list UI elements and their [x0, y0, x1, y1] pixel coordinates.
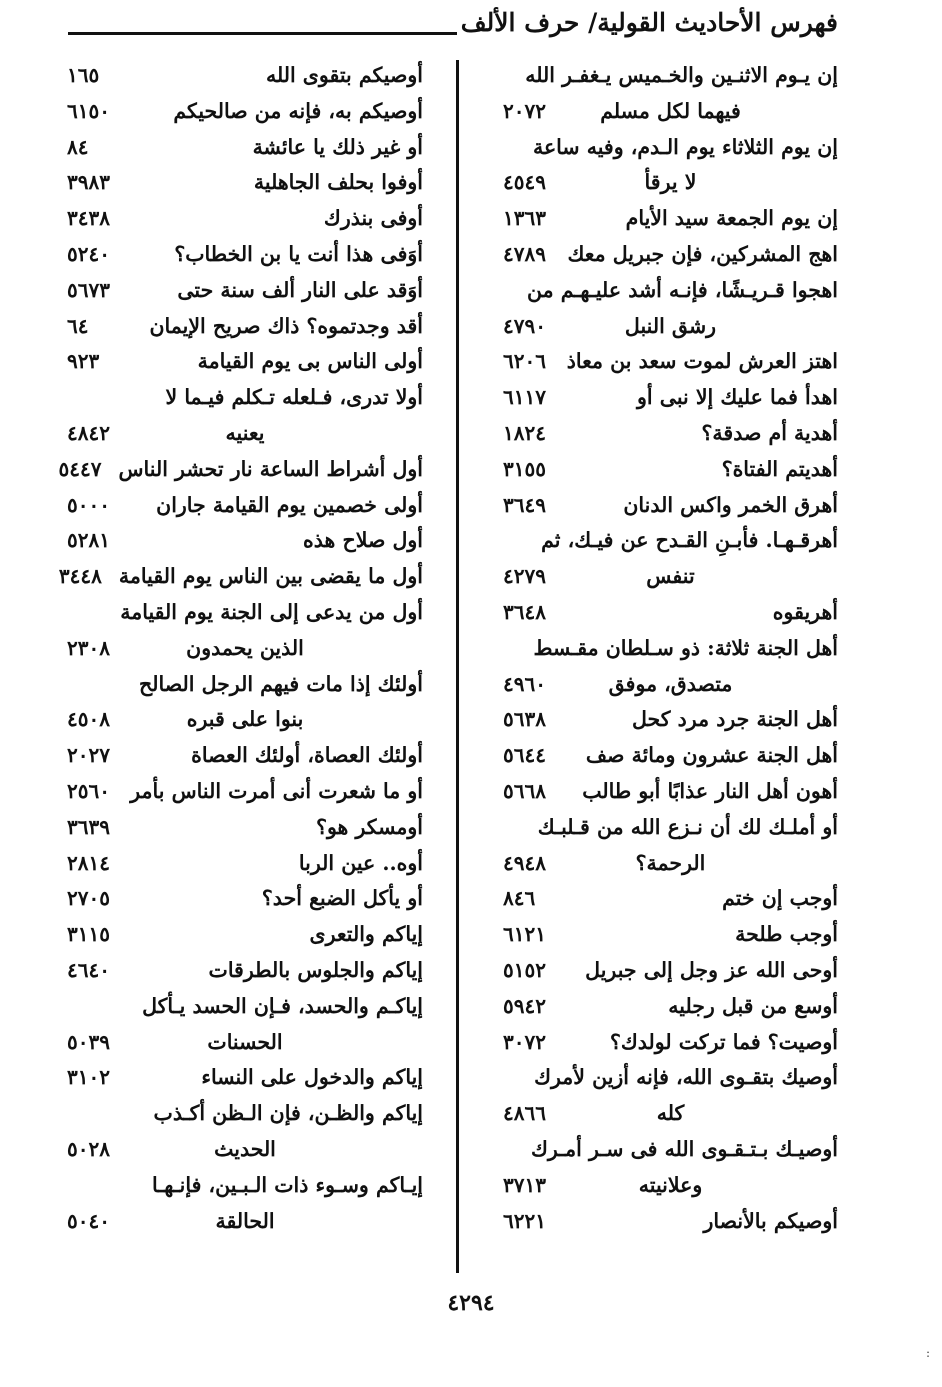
entry-text: أقد وجدتموه؟ ذاك صريح الإيمان	[149, 313, 423, 338]
entry-text: أهرق الخمر واكس الدنان	[623, 492, 838, 517]
index-entry	[503, 273, 838, 309]
entry-text: أولئك العصاة، أولئك العصاة	[191, 743, 423, 768]
entry-text: الحسنات	[207, 1029, 283, 1054]
index-entry	[503, 810, 838, 846]
index-entry	[503, 380, 838, 416]
entry-number: ٤٧٩٠	[503, 313, 546, 338]
entry-text: أوصيكم بالأنصار	[703, 1208, 838, 1233]
entry-text: أوه.. عين الربا	[298, 850, 423, 875]
header-rule	[68, 32, 457, 35]
entry-number: ٢٨١٤	[67, 850, 110, 875]
index-entry	[503, 595, 838, 631]
index-entry	[67, 1132, 423, 1168]
entry-number: ٥٦٤٤	[503, 743, 546, 768]
index-entry	[67, 1025, 423, 1061]
entry-text: أهرقـهـا. فأبـنِ القـدح عن فيـك، ثم	[541, 528, 838, 553]
entry-number: ٤٩٤٨	[503, 850, 546, 875]
entry-text: إياكم والجلوس بالطرقات	[208, 957, 423, 982]
entry-text: الرحمة؟	[635, 850, 706, 875]
entry-number: ٤٦٤٠	[67, 957, 110, 982]
entry-number: ٣٧١٣	[503, 1172, 546, 1197]
entry-text: أو يأكل الضبع أحد؟	[261, 886, 423, 911]
index-entry	[503, 58, 838, 94]
index-entry	[503, 452, 838, 488]
entry-number: ٣٠٧٢	[503, 1029, 546, 1054]
entry-text: أوفوا بحلف الجاهلية	[253, 170, 423, 195]
index-entry	[67, 846, 423, 882]
entry-text: أوصيكم بتقوى الله	[265, 63, 423, 87]
entry-text: بنوا على قبره	[186, 707, 304, 732]
index-entry	[503, 94, 838, 130]
index-entry	[67, 810, 423, 846]
entry-number: ٥٠٠٠	[67, 492, 110, 517]
entry-text: إن يـوم الاثنـين والخـميس يـغفـر الله	[525, 63, 838, 87]
index-entry	[67, 309, 423, 345]
entry-number: ٥٠٤٠	[67, 1208, 110, 1233]
entry-number: ٢٠٧٢	[503, 98, 546, 123]
entry-text: إياكم والتعرى	[309, 922, 423, 947]
entry-text: إن يوم الثلاثاء يوم الـدم، وفيه ساعة	[532, 134, 838, 159]
index-entry	[503, 1168, 838, 1204]
entry-text: أوحى الله عز وجل إلى جبريل	[585, 957, 838, 982]
index-entry	[503, 201, 838, 237]
entry-number: ٦١٥٠	[67, 98, 110, 123]
index-entry	[67, 94, 423, 130]
index-entry	[503, 130, 838, 166]
entry-text: أول صلاح هذه	[303, 528, 423, 553]
entry-number: ٣١١٥	[67, 922, 110, 947]
entry-number: ٤٥٠٨	[67, 707, 110, 732]
entry-text: اهدأ فما عليك إلا نبى أو	[637, 385, 838, 410]
index-entry	[503, 702, 838, 738]
entry-number: ٥٠٢٨	[67, 1136, 110, 1161]
index-entry	[503, 738, 838, 774]
entry-number: ٣٦٤٩	[503, 492, 546, 517]
entry-number: ٤٥٤٩	[503, 170, 546, 195]
entry-text: إياكـم والحسد، فـإن الحسد يـأكل	[142, 993, 423, 1018]
entry-number: ٥١٥٢	[503, 957, 546, 982]
entry-number: ٤٢٧٩	[503, 564, 546, 589]
index-entry	[58, 452, 423, 488]
entry-text: فيهما لكل مسلم	[600, 98, 741, 123]
index-entry	[67, 738, 423, 774]
entry-number: ٣٦٣٩	[67, 814, 110, 839]
index-entry	[503, 667, 838, 703]
index-entry	[67, 523, 423, 559]
index-entry	[503, 344, 838, 380]
entry-number: ٦٤	[67, 313, 89, 338]
index-entry	[503, 237, 838, 273]
entry-text: أو ما شعرت أنى أمرت الناس بأمر	[130, 778, 423, 803]
entry-text: أهريقوه	[772, 599, 838, 624]
entry-text: أهل الجنة ثلاثة: ذو سـلطان مقـسط	[533, 635, 838, 660]
entry-number: ٢٣٠٨	[67, 635, 110, 660]
entry-text: أوصيت؟ فما تركت لولدك؟	[609, 1029, 838, 1054]
index-entry	[503, 1204, 838, 1240]
index-entry	[67, 58, 423, 94]
entry-text: الذين يحمدون	[186, 635, 304, 660]
index-entry	[503, 488, 838, 524]
entry-text: أو غير ذلك يا عائشة	[252, 134, 423, 159]
entry-text: أوصيـك بـتـقـوى الله فى سـر أمـرك	[530, 1136, 838, 1161]
entry-number: ٥٢٨١	[67, 528, 110, 553]
entry-text: أولى خصمين يوم القيامة جاران	[156, 492, 423, 517]
index-entry	[67, 1168, 423, 1204]
index-entry	[67, 631, 423, 667]
entry-text: أولا تدرى، فـلعله تـكلم فيـما لا	[165, 385, 423, 410]
index-entry	[67, 1096, 423, 1132]
entry-text: أهون أهل النار عذابًا أبو طالب	[582, 778, 838, 803]
entry-text: الحديث	[214, 1136, 276, 1161]
entry-number: ٦٢٢١	[503, 1208, 546, 1233]
page-number: ٤٢٩٤	[447, 1290, 495, 1316]
entry-number: ٥٦٣٨	[503, 707, 546, 732]
index-entry	[67, 917, 423, 953]
entry-text: إيـاكم وسـوء ذات الـبـين، فإنـهـا	[151, 1172, 423, 1197]
entry-text: كله	[656, 1101, 685, 1126]
entry-text: إن يوم الجمعة سيد الأيام	[625, 206, 838, 231]
column-divider	[456, 60, 459, 1273]
entry-number: ٣٦٤٨	[503, 599, 546, 624]
entry-text: اهتز العرش لموت سعد بن معاذ	[566, 349, 838, 374]
entry-text: لا يرقأ	[644, 170, 697, 195]
entry-number: ٤٨٦٦	[503, 1101, 546, 1126]
entry-text: يعنيه	[225, 420, 265, 445]
entry-number: ٥٦٦٨	[503, 778, 546, 803]
entry-number: ٥٦٧٣	[67, 277, 110, 302]
index-entry	[503, 953, 838, 989]
entry-number: ١٦٥	[67, 63, 100, 87]
index-entry	[67, 702, 423, 738]
entry-number: ٢٥٦٠	[67, 778, 110, 803]
index-entry	[503, 1025, 838, 1061]
entry-number: ١٣٦٣	[503, 206, 546, 231]
entry-text: متصدق، موفق	[608, 671, 733, 696]
index-entry	[67, 488, 423, 524]
index-entry	[503, 309, 838, 345]
entry-number: ٥٩٤٢	[503, 993, 546, 1018]
page-header	[68, 4, 838, 38]
index-entry	[67, 201, 423, 237]
entry-number: ٢٧٠٥	[67, 886, 110, 911]
entry-text: إياكم والدخول على النساء	[201, 1065, 423, 1090]
entry-text: أوصيك بتقـوى الله، فإنه أزين لأمرك	[534, 1065, 838, 1090]
entry-text: أولى الناس بى يوم القيامة	[197, 349, 423, 374]
index-entry	[67, 273, 423, 309]
index-entry	[503, 1132, 838, 1168]
entry-number: ٦٢٠٦	[503, 349, 546, 374]
entry-text: أهديتم الفتاة؟	[721, 456, 838, 481]
entry-text: أوجب إن ختم	[722, 886, 838, 911]
index-entry	[67, 130, 423, 166]
index-entry	[503, 774, 838, 810]
index-entry	[503, 989, 838, 1025]
index-entry	[67, 881, 423, 917]
entry-text: تنفس	[646, 564, 695, 589]
index-entry	[503, 1096, 838, 1132]
entry-text: أو أملـك لك أن نـزع الله من قـلبـك	[537, 814, 838, 839]
entry-text: أول ما يقضى بين الناس يوم القيامة	[118, 564, 423, 589]
entry-text: أهل الجنة عشرون ومائة صف	[585, 743, 838, 768]
index-entry	[503, 165, 838, 201]
index-entry	[67, 953, 423, 989]
entry-number: ٤٨٤٢	[67, 420, 110, 445]
entry-text: أولئك إذا مات فيهم الرجل الصالح	[138, 671, 423, 696]
entry-text: أول من يدعى إلى الجنة يوم القيامة	[120, 599, 423, 624]
page-title: فهرس الأحاديث القولية/ حرف الألف	[460, 8, 838, 37]
entry-number: ٤٩٦٠	[503, 671, 546, 696]
entry-number: ٣٤٣٨	[67, 206, 110, 231]
index-entry	[67, 989, 423, 1025]
entry-number: ٣٩٨٣	[67, 170, 110, 195]
entry-text: وعلانيته	[638, 1172, 703, 1197]
entry-number: ٥٠٣٩	[67, 1029, 110, 1054]
entry-text: أهدية أم صدقة؟	[701, 420, 838, 445]
index-entry	[503, 846, 838, 882]
entry-number: ٤٧٨٩	[503, 241, 546, 266]
entry-text: اهج المشركين، فإن جبريل معك	[567, 241, 838, 266]
entry-text: أوصيكم به، فإنه من صالحيكم	[173, 98, 423, 123]
entry-number: ٣٤٤٨	[58, 564, 102, 589]
index-entry	[67, 774, 423, 810]
entry-text: أوَقد على النار ألف سنة حتى	[177, 277, 423, 302]
entry-text: إياكم والظـن، فإن الـظن أكـذب	[153, 1101, 423, 1126]
margin-mark: :	[926, 1346, 931, 1360]
index-entry	[67, 165, 423, 201]
entry-number: ٦١٢١	[503, 922, 546, 947]
entry-text: أوسع من قبل رجليه	[668, 993, 838, 1018]
entry-number: ٩٢٣	[67, 349, 100, 374]
left-column	[58, 58, 423, 1239]
entry-text: أوَفى هذا أنت يا بن الخطاب؟	[174, 241, 423, 266]
entry-text: أهل الجنة جرد مرد كحل	[632, 707, 838, 732]
index-entry	[67, 237, 423, 273]
entry-text: الحالقة	[215, 1208, 275, 1233]
index-entry	[503, 631, 838, 667]
index-entry	[503, 1060, 838, 1096]
entry-text: رشق النبل	[624, 313, 717, 338]
entry-number: ٦١١٧	[503, 385, 546, 410]
index-entry	[67, 595, 423, 631]
index-entry	[503, 416, 838, 452]
index-entry	[67, 344, 423, 380]
index-entry	[67, 1204, 423, 1240]
index-entry	[503, 917, 838, 953]
entry-number: ١٨٢٤	[503, 420, 546, 445]
entry-number: ٥٢٤٠	[67, 241, 110, 266]
entry-text: اهجوا قـريـشًا، فإنـه أشد عليـهـم من	[527, 277, 838, 302]
index-entry	[67, 416, 423, 452]
entry-number: ٣١٠٢	[67, 1065, 110, 1090]
entry-text: أومسكر هو؟	[316, 814, 423, 839]
entry-text: أوفى بنذرك	[323, 206, 423, 231]
index-entry	[67, 667, 423, 703]
index-entry	[503, 559, 838, 595]
right-column	[503, 58, 838, 1239]
entry-number: ٨٤٦	[503, 886, 536, 911]
index-entry	[67, 1060, 423, 1096]
entry-text: أول أشراط الساعة نار تحشر الناس	[118, 456, 423, 481]
index-entry	[58, 559, 423, 595]
index-entry	[67, 380, 423, 416]
entry-number: ٨٤	[67, 134, 89, 159]
entry-number: ٣١٥٥	[503, 456, 546, 481]
entry-text: أوجب طلحة	[735, 922, 838, 947]
entry-number: ٢٠٢٧	[67, 743, 110, 768]
index-entry	[503, 523, 838, 559]
entry-number: ٥٤٤٧	[58, 456, 102, 481]
index-entry	[503, 881, 838, 917]
